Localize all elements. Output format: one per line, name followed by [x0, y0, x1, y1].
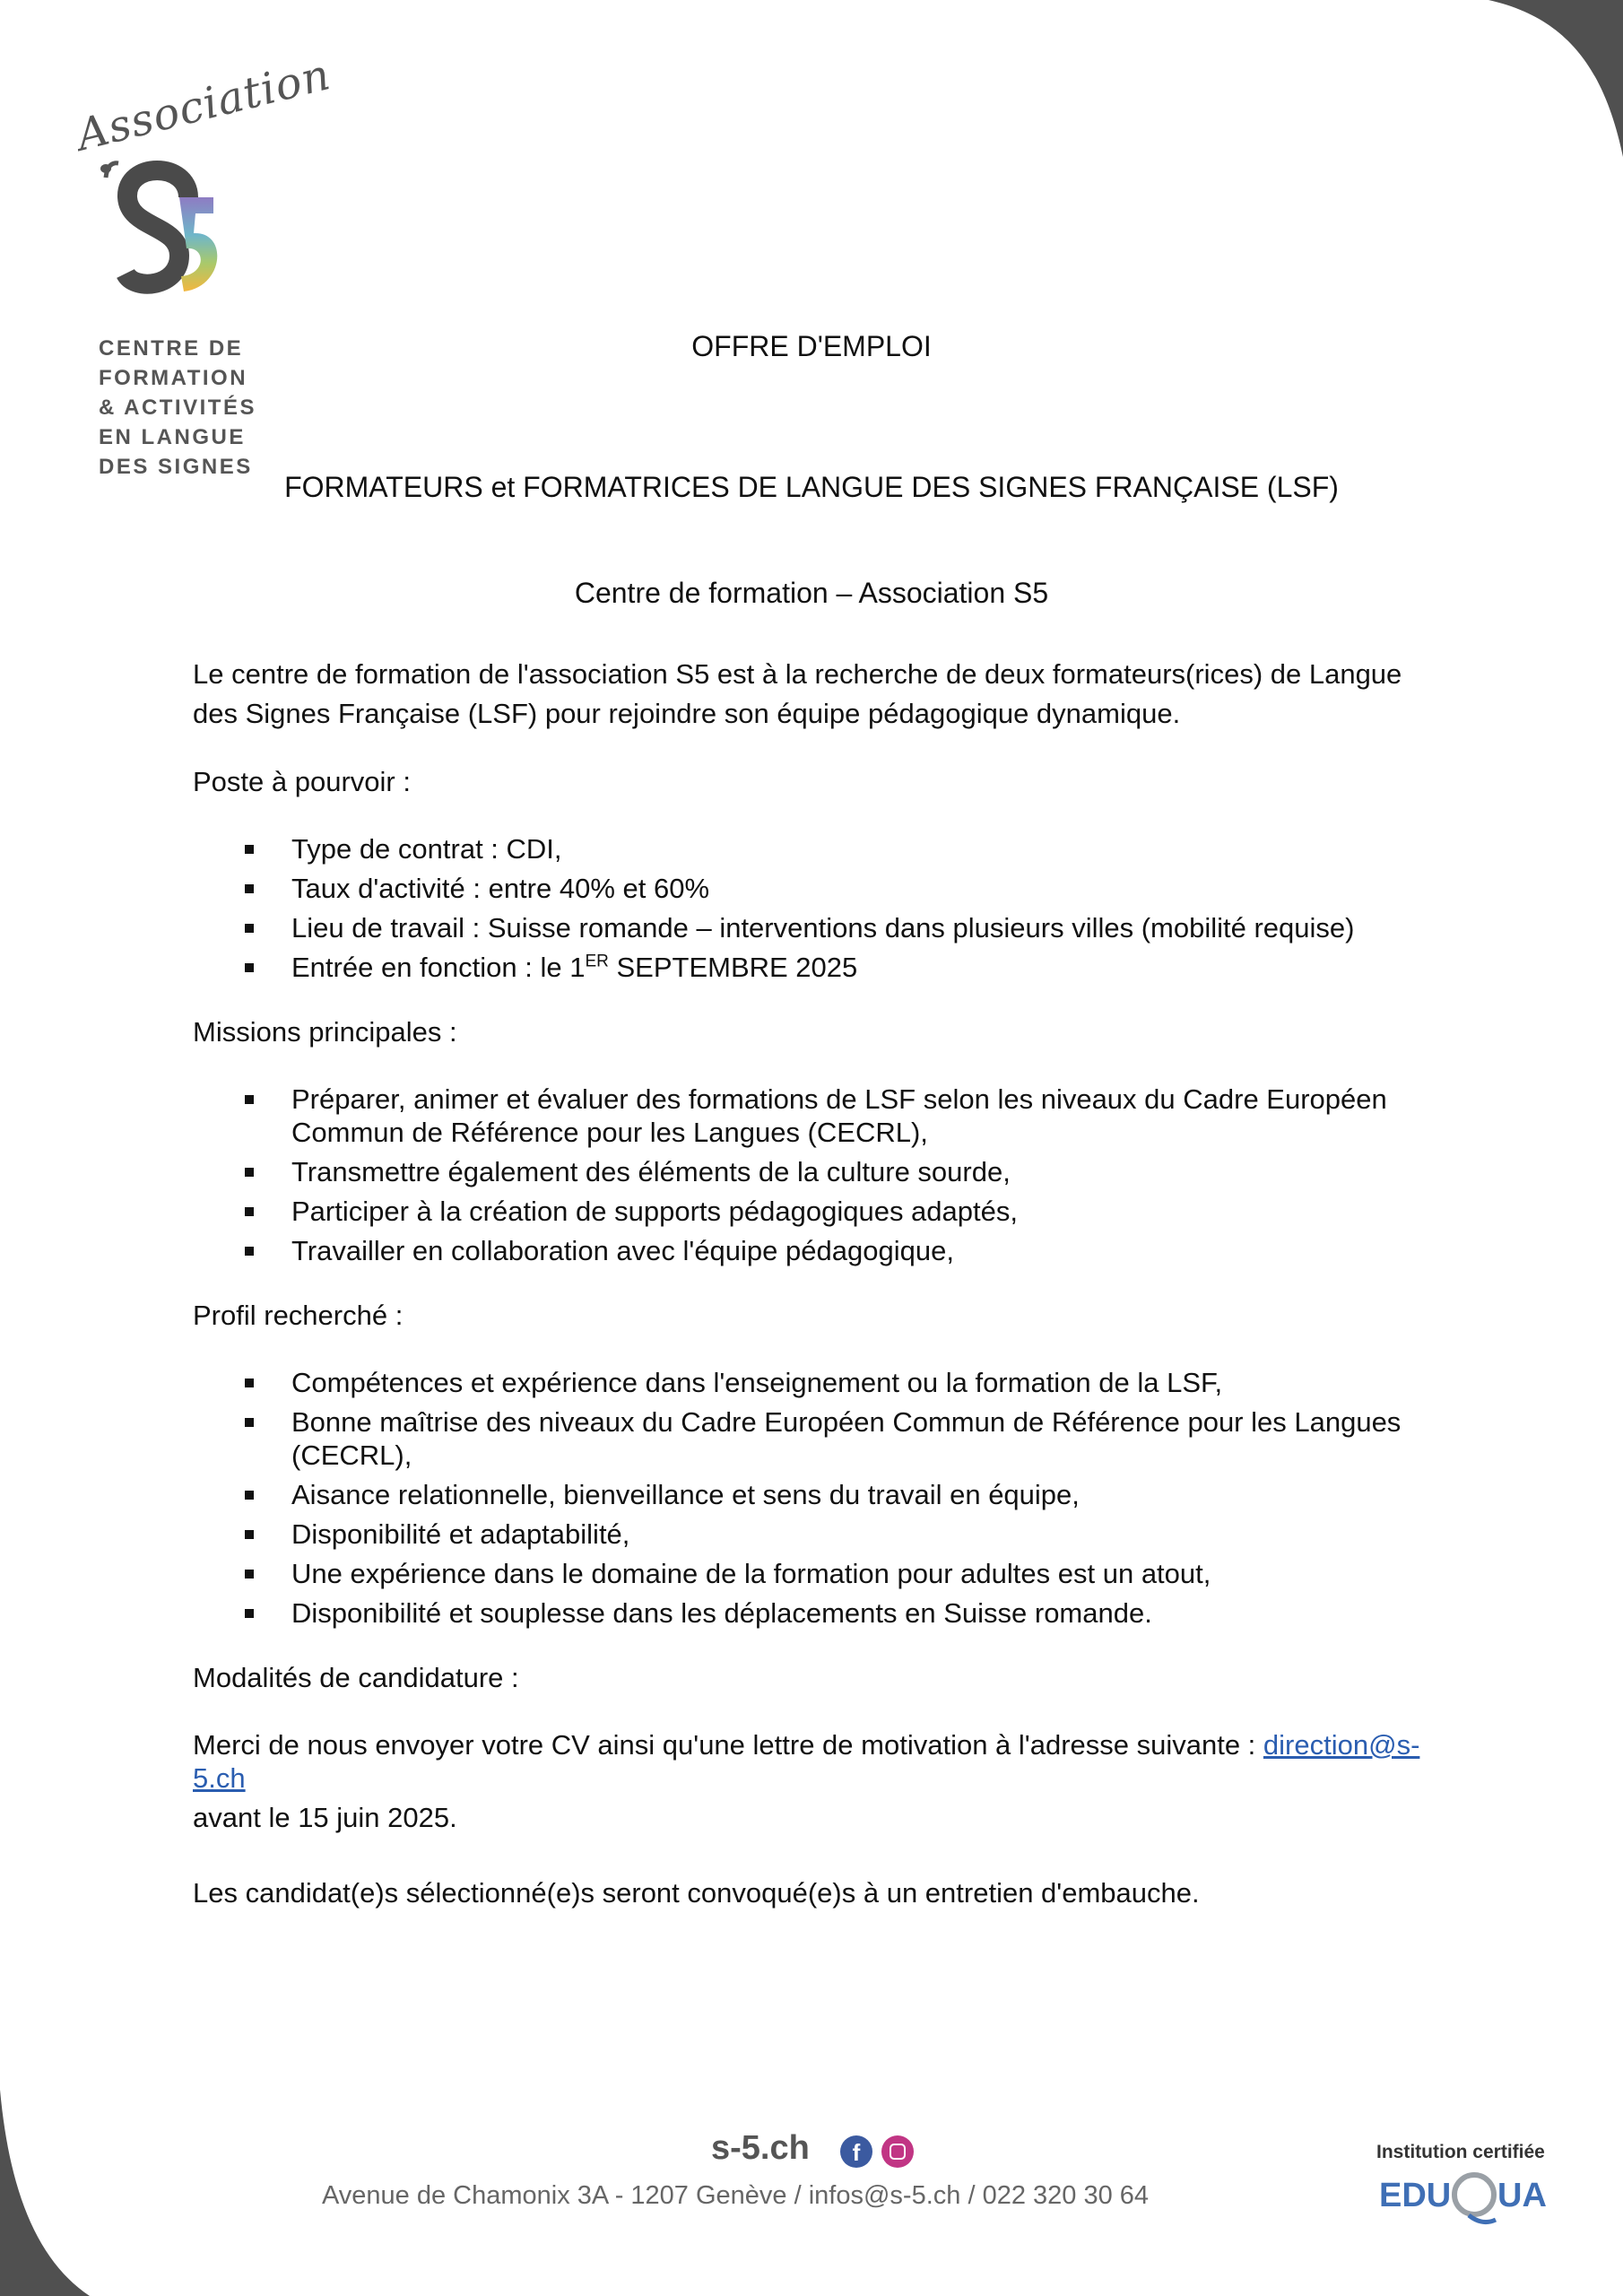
bullet-icon [245, 963, 254, 972]
poste-title: Poste à pourvoir : [193, 766, 411, 797]
bullet-icon [245, 1168, 254, 1177]
logo-caption-line: FORMATION [99, 366, 248, 390]
bullet-icon [245, 1378, 254, 1387]
logo-caption-line: DES SIGNES [99, 455, 253, 479]
logo-script-word: Association [72, 49, 336, 161]
closing-text: Les candidat(e)s sélectionné(e)s seront convoqué(e)s à un entretien d'embauche. [193, 1877, 1200, 1909]
corner-decoration-top-right [1471, 0, 1623, 157]
footer-address: Avenue de Chamonix 3A - 1207 Genève / infos@s-5.ch / 022 320 30 64 [321, 2181, 1150, 2210]
bullet-icon [245, 1207, 254, 1216]
bullet-icon [245, 845, 254, 854]
bullet-icon [245, 1530, 254, 1539]
profil-title: Profil recherché : [193, 1300, 404, 1331]
bullet-icon [245, 924, 254, 933]
association-logo [72, 49, 336, 484]
poste-list [193, 832, 1430, 984]
list-item: Disponibilité et souplesse dans les déplacements en Suisse romande. [193, 1596, 1430, 1630]
list-item: Transmettre également des éléments de la culture sourde, [193, 1155, 1430, 1188]
deadline-text: avant le 15 juin 2025. [193, 1802, 457, 1833]
list-item-entry: Entrée en fonction : le 1ER SEPTEMBRE 2025 [193, 951, 1430, 984]
main-content [193, 655, 1430, 1913]
list-item: Une expérience dans le domaine de la formation pour adultes est un atout, [193, 1557, 1430, 1590]
list-item: Participer à la création de supports pédagogiques adaptés, [193, 1195, 1430, 1228]
missions-list [193, 1083, 1430, 1267]
intro-paragraph: Le centre de formation de l'association S5 est à la recherche de deux formateurs(rices) de Langue des Signes Française (LSF) pour rejoindre son équipe pédagogique dynamique. [193, 658, 1402, 729]
eduqua-logo [1379, 2170, 1558, 2242]
bullet-icon [245, 1491, 254, 1500]
list-item: Bonne maîtrise des niveaux du Cadre Européen Commun de Référence pour les Langues (CECRL), [193, 1405, 1430, 1472]
list-item: Préparer, animer et évaluer des formations de LSF selon les niveaux du Cadre Européen Commun de Référence pour les Langues (CECRL), [193, 1083, 1430, 1149]
candidature-title: Modalités de candidature : [193, 1662, 519, 1693]
list-item: Compétences et expérience dans l'enseignement ou la formation de la LSF, [193, 1366, 1430, 1399]
candidature-text: Merci de nous envoyer votre CV ainsi qu'une lettre de motivation à l'adresse suivante : direction@s-5.ch [193, 1729, 1420, 1794]
list-item: Disponibilité et adaptabilité, [193, 1518, 1430, 1551]
logo-caption-line: EN LANGUE [99, 425, 246, 449]
svg-text:EDU: EDU [1379, 2177, 1452, 2214]
svg-text:UA: UA [1497, 2177, 1547, 2214]
list-item: Aisance relationnelle, bienveillance et sens du travail en équipe, [193, 1478, 1430, 1511]
certified-label: Institution certifiée [1376, 2142, 1545, 2162]
email-link[interactable]: direction@s-5.ch [193, 1729, 1420, 1794]
bullet-icon [245, 1095, 254, 1104]
list-item: Travailler en collaboration avec l'équipe pédagogique, [193, 1234, 1430, 1267]
logo-caption-line: & ACTIVITÉS [99, 396, 256, 420]
footer-website[interactable]: s-5.ch [711, 2129, 810, 2167]
profil-list [193, 1366, 1430, 1630]
offer-heading: OFFRE D'EMPLOI [691, 330, 932, 362]
list-item: Type de contrat : CDI, [193, 832, 1430, 865]
bullet-icon [245, 1247, 254, 1256]
bullet-icon [245, 884, 254, 893]
facebook-icon[interactable]: f [840, 2135, 872, 2168]
bullet-icon [245, 1418, 254, 1427]
logo-caption-line: CENTRE DE [99, 336, 244, 361]
centre-subtitle: Centre de formation – Association S5 [574, 577, 1049, 609]
list-item: Lieu de travail : Suisse romande – interventions dans plusieurs villes (mobilité requise) [193, 911, 1430, 944]
instagram-icon[interactable] [881, 2135, 914, 2168]
bullet-icon [245, 1609, 254, 1618]
bullet-icon [245, 1570, 254, 1578]
job-title: FORMATEURS et FORMATRICES DE LANGUE DES SIGNES FRANÇAISE (LSF) [284, 471, 1339, 503]
list-item: Taux d'activité : entre 40% et 60% [193, 872, 1430, 905]
missions-title: Missions principales : [193, 1016, 457, 1048]
